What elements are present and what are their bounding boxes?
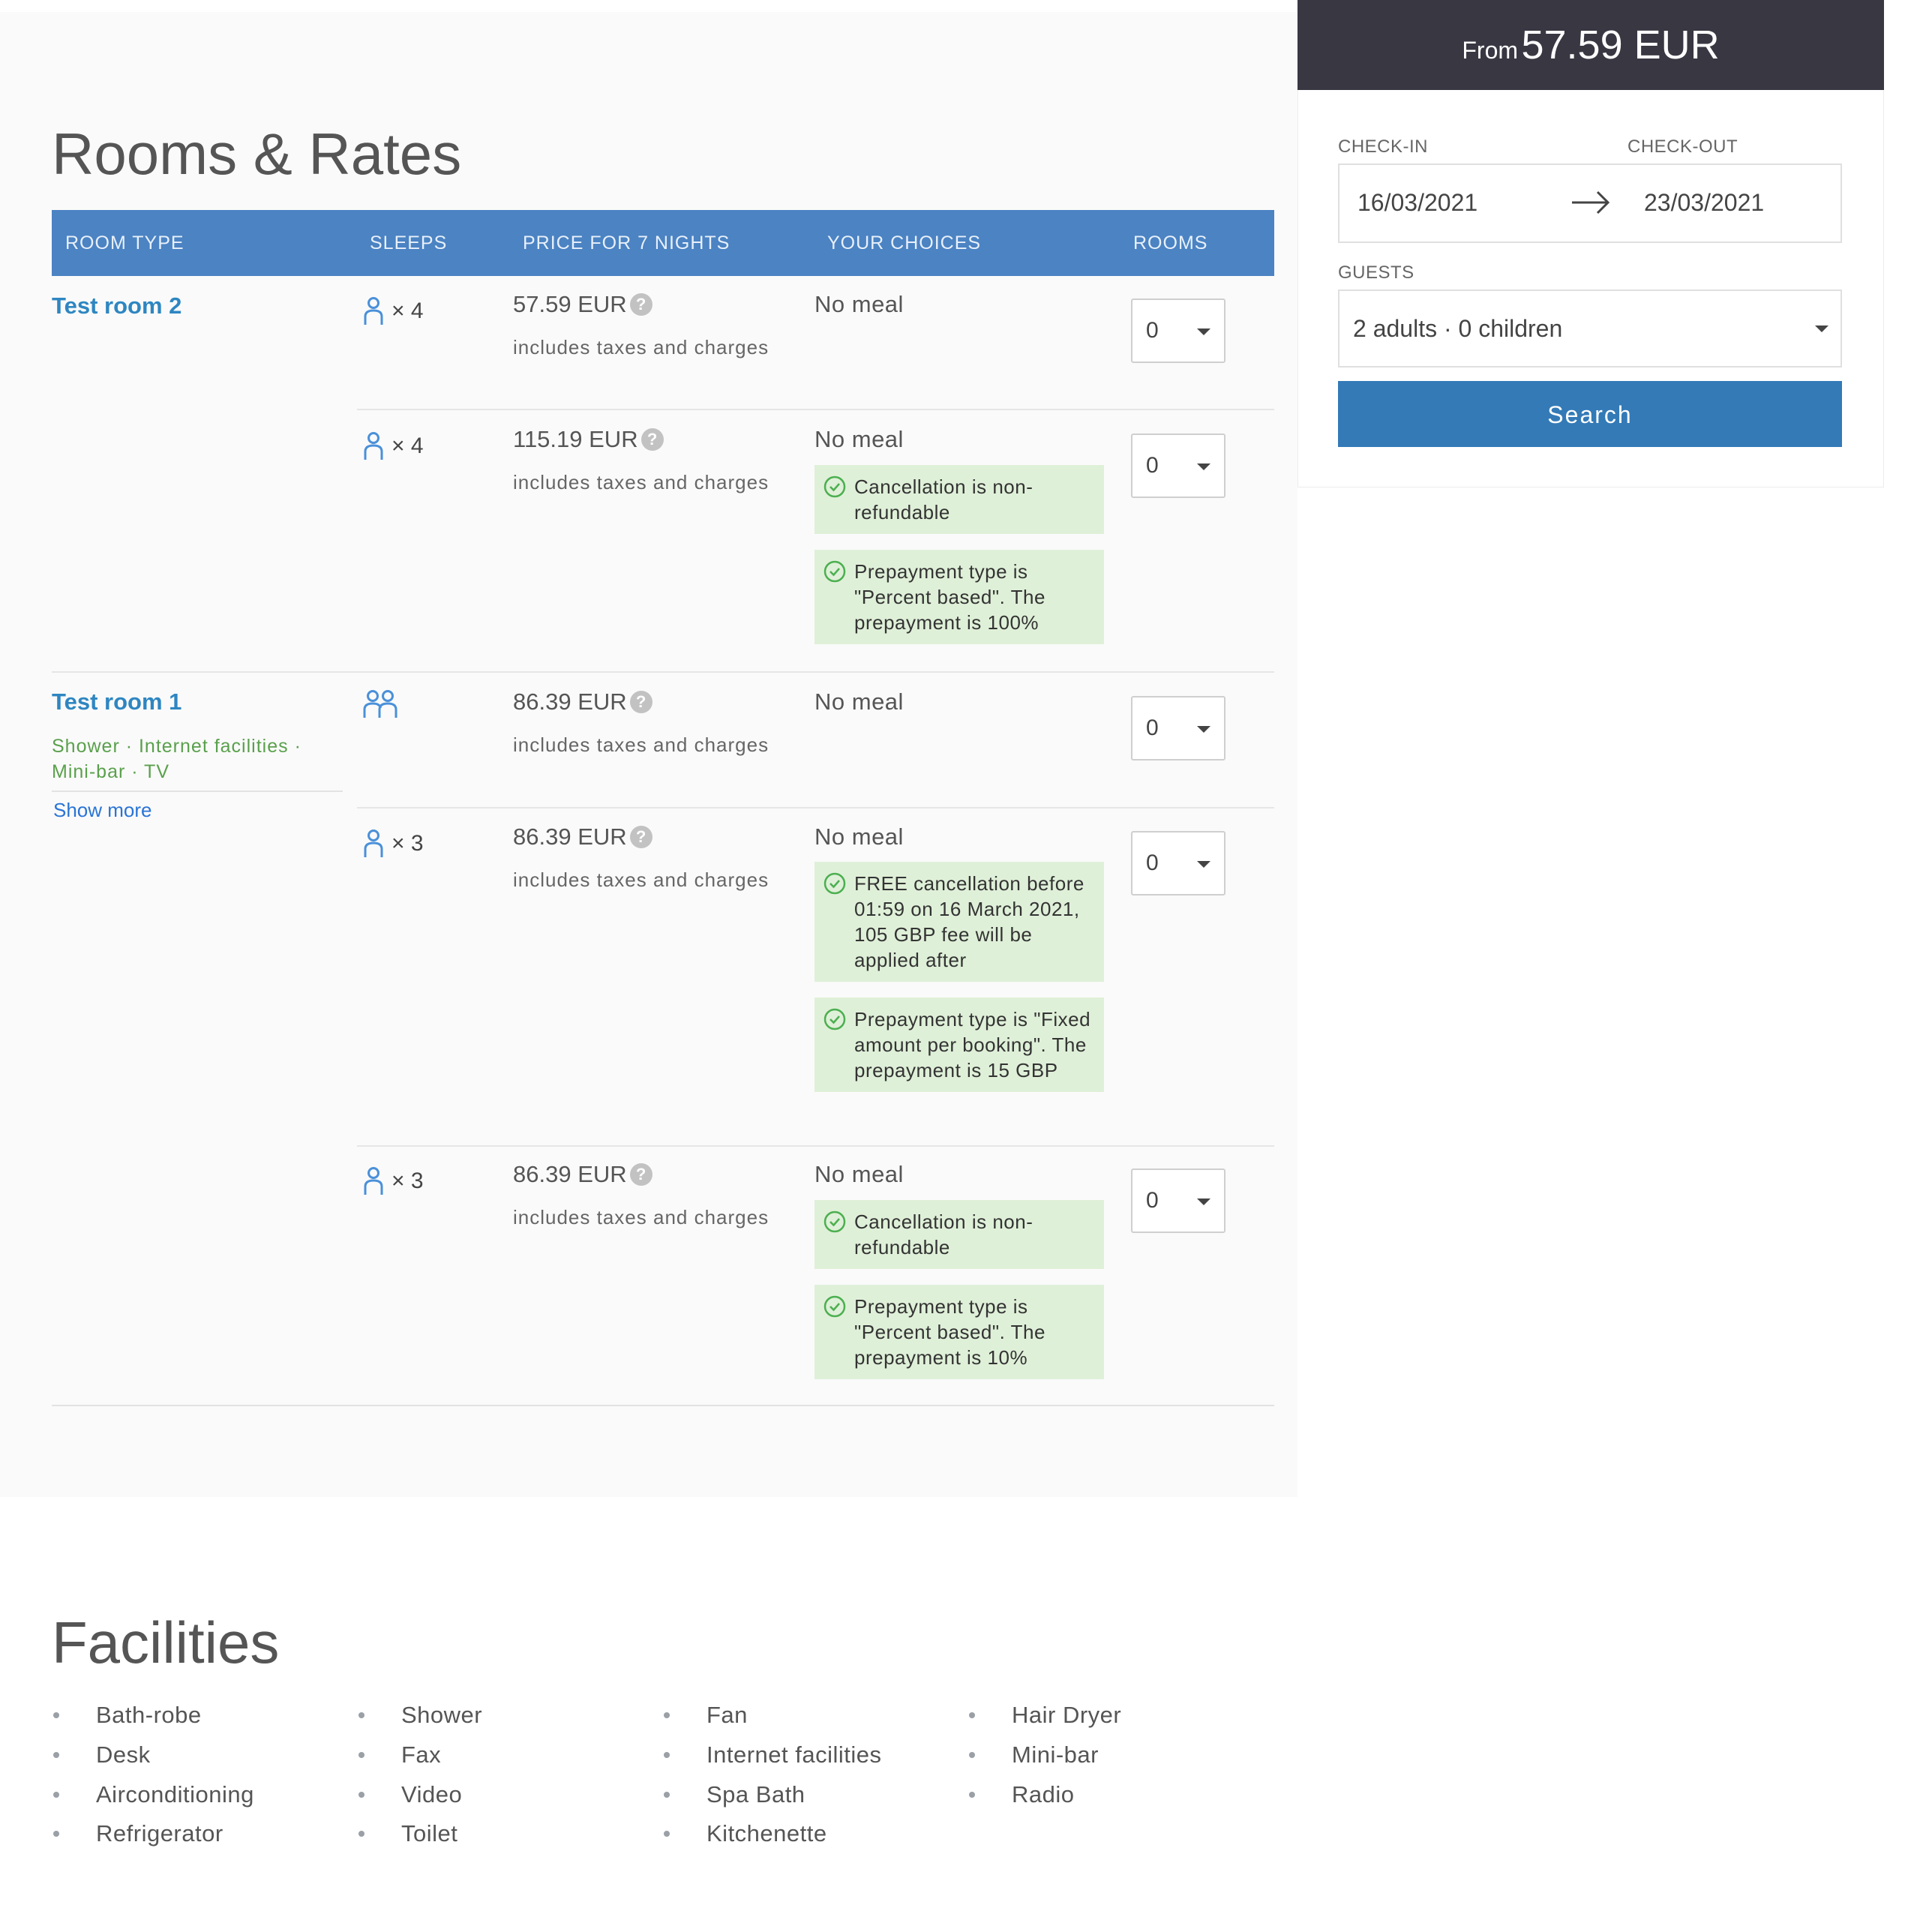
- check-circle-icon: [824, 1295, 846, 1324]
- rooms-select[interactable]: 0: [1131, 696, 1226, 760]
- price-note: includes taxes and charges: [513, 471, 770, 494]
- room-name-test-room-2[interactable]: Test room 2: [52, 292, 182, 319]
- bullet: [358, 1831, 364, 1837]
- help-icon[interactable]: ?: [630, 293, 652, 316]
- cancellation-condition: Cancellation is non-refundable: [814, 1200, 1104, 1269]
- two-persons-icon: [363, 689, 398, 721]
- facilities-title: Facilities: [52, 1610, 280, 1676]
- search-button[interactable]: Search: [1338, 381, 1842, 447]
- person-icon: [363, 431, 384, 461]
- facility-item: Airconditioning: [96, 1781, 254, 1808]
- facility-item: Fan: [706, 1702, 748, 1728]
- room-divider: [52, 671, 1274, 673]
- room-name-test-room-1[interactable]: Test room 1: [52, 688, 182, 715]
- rooms-rates-title: Rooms & Rates: [52, 121, 462, 187]
- cancellation-condition: FREE cancellation before 01:59 on 16 March 2021, 105 GBP fee will be applied after: [814, 862, 1104, 982]
- chevron-down-icon: [1197, 328, 1210, 335]
- bullet: [53, 1831, 59, 1837]
- bullet: [664, 1792, 670, 1798]
- help-icon[interactable]: ?: [630, 691, 652, 713]
- person-icon: [363, 829, 384, 859]
- header-rooms: ROOMS: [1133, 232, 1208, 254]
- header-room-type: ROOM TYPE: [65, 232, 184, 254]
- sleeps-count: × 4: [392, 298, 424, 323]
- meal-option: No meal: [814, 426, 904, 452]
- bullet: [53, 1752, 59, 1758]
- chevron-down-icon: [1197, 861, 1210, 868]
- guests-label: GUESTS: [1338, 262, 1414, 283]
- checkin-input[interactable]: 16/03/2021: [1358, 189, 1478, 216]
- rate-price: 115.19 EUR ?: [513, 426, 664, 453]
- rooms-select[interactable]: 0: [1131, 1168, 1226, 1233]
- facility-item: Shower: [401, 1702, 483, 1728]
- rate-price: 86.39 EUR ?: [513, 688, 652, 716]
- help-icon[interactable]: ?: [630, 826, 652, 848]
- chevron-down-icon: [1197, 464, 1210, 470]
- meal-option: No meal: [814, 291, 904, 317]
- chevron-down-icon: [1197, 726, 1210, 733]
- chevron-down-icon: [1197, 1198, 1210, 1205]
- bullet: [969, 1792, 975, 1798]
- help-icon[interactable]: ?: [630, 1163, 652, 1186]
- rate-price: 57.59 EUR ?: [513, 291, 652, 318]
- facility-item: Spa Bath: [706, 1781, 806, 1808]
- room-facilities: Shower · Internet facilities · Mini-bar · TV: [52, 736, 302, 782]
- bullet: [358, 1752, 364, 1758]
- check-circle-icon: [824, 560, 846, 589]
- cancellation-condition: Cancellation is non-refundable: [814, 465, 1104, 534]
- header-sleeps: SLEEPS: [370, 232, 448, 254]
- prepayment-condition: Prepayment type is "Fixed amount per booking". The prepayment is 15 GBP: [814, 998, 1104, 1092]
- header-your-choices: YOUR CHOICES: [827, 232, 982, 254]
- bullet: [664, 1831, 670, 1837]
- facility-item: Mini-bar: [1012, 1742, 1099, 1768]
- price-note: includes taxes and charges: [513, 1206, 770, 1228]
- sleeps-cell: [363, 827, 424, 860]
- rate-divider: [357, 409, 1274, 410]
- rate-divider: [357, 807, 1274, 808]
- header-price: PRICE FOR 7 NIGHTS: [523, 232, 730, 254]
- meal-option: No meal: [814, 824, 904, 850]
- price-note: includes taxes and charges: [513, 734, 770, 756]
- facility-item: Refrigerator: [96, 1820, 224, 1846]
- sleeps-cell: [363, 1165, 424, 1198]
- prepayment-condition: Prepayment type is "Percent based". The prepayment is 10%: [814, 1285, 1104, 1379]
- facility-item: Video: [401, 1781, 463, 1808]
- chevron-down-icon: [1815, 326, 1828, 332]
- sleeps-cell: [363, 430, 424, 463]
- facility-item: Hair Dryer: [1012, 1702, 1122, 1728]
- facility-item: Bath-robe: [96, 1702, 202, 1728]
- sleeps-cell: [363, 688, 405, 722]
- facility-item: Kitchenette: [706, 1820, 827, 1846]
- price-note: includes taxes and charges: [513, 868, 770, 891]
- bullet: [358, 1792, 364, 1798]
- prepayment-condition: Prepayment type is "Percent based". The prepayment is 100%: [814, 550, 1104, 644]
- rooms-select[interactable]: 0: [1131, 298, 1226, 363]
- bullet: [969, 1712, 975, 1718]
- facility-item: Radio: [1012, 1781, 1075, 1808]
- checkout-input[interactable]: 23/03/2021: [1644, 189, 1765, 216]
- rate-divider: [357, 1145, 1274, 1147]
- rate-price: 86.39 EUR ?: [513, 824, 652, 850]
- rooms-select[interactable]: 0: [1131, 434, 1226, 498]
- sleeps-cell: [363, 295, 424, 328]
- facility-item: Fax: [401, 1742, 442, 1768]
- facility-item: Toilet: [401, 1820, 458, 1846]
- table-bottom-border: [52, 1405, 1274, 1406]
- meal-option: No meal: [814, 1161, 904, 1187]
- from-label: From: [1462, 37, 1519, 64]
- rate-price: 86.39 EUR ?: [513, 1161, 652, 1188]
- sleeps-count: × 3: [392, 1168, 424, 1193]
- rooms-select[interactable]: 0: [1131, 831, 1226, 896]
- sleeps-count: × 4: [392, 434, 424, 458]
- rates-table-header: [52, 210, 1274, 276]
- price-note: includes taxes and charges: [513, 336, 770, 358]
- bullet: [664, 1712, 670, 1718]
- help-icon[interactable]: ?: [641, 428, 664, 451]
- check-circle-icon: [824, 1008, 846, 1036]
- guests-value: 2 adults · 0 children: [1353, 315, 1563, 342]
- bullet: [53, 1712, 59, 1718]
- bullet: [53, 1792, 59, 1798]
- checkout-label: CHECK-OUT: [1628, 136, 1738, 157]
- check-circle-icon: [824, 476, 846, 504]
- price-banner: [1298, 0, 1884, 90]
- facilities-divider: [52, 790, 343, 792]
- sleeps-count: × 3: [392, 831, 424, 856]
- from-price: 57.59 EUR: [1521, 22, 1720, 68]
- meal-option: No meal: [814, 688, 904, 715]
- bullet: [969, 1752, 975, 1758]
- person-icon: [363, 296, 384, 326]
- check-circle-icon: [824, 872, 846, 901]
- checkin-label: CHECK-IN: [1338, 136, 1429, 157]
- check-circle-icon: [824, 1210, 846, 1239]
- bullet: [664, 1752, 670, 1758]
- bullet: [358, 1712, 364, 1718]
- facility-item: Internet facilities: [706, 1742, 882, 1768]
- arrow-right-icon: [1570, 188, 1611, 221]
- person-icon: [363, 1166, 384, 1196]
- facility-item: Desk: [96, 1742, 151, 1768]
- show-more-link[interactable]: Show more: [53, 799, 152, 821]
